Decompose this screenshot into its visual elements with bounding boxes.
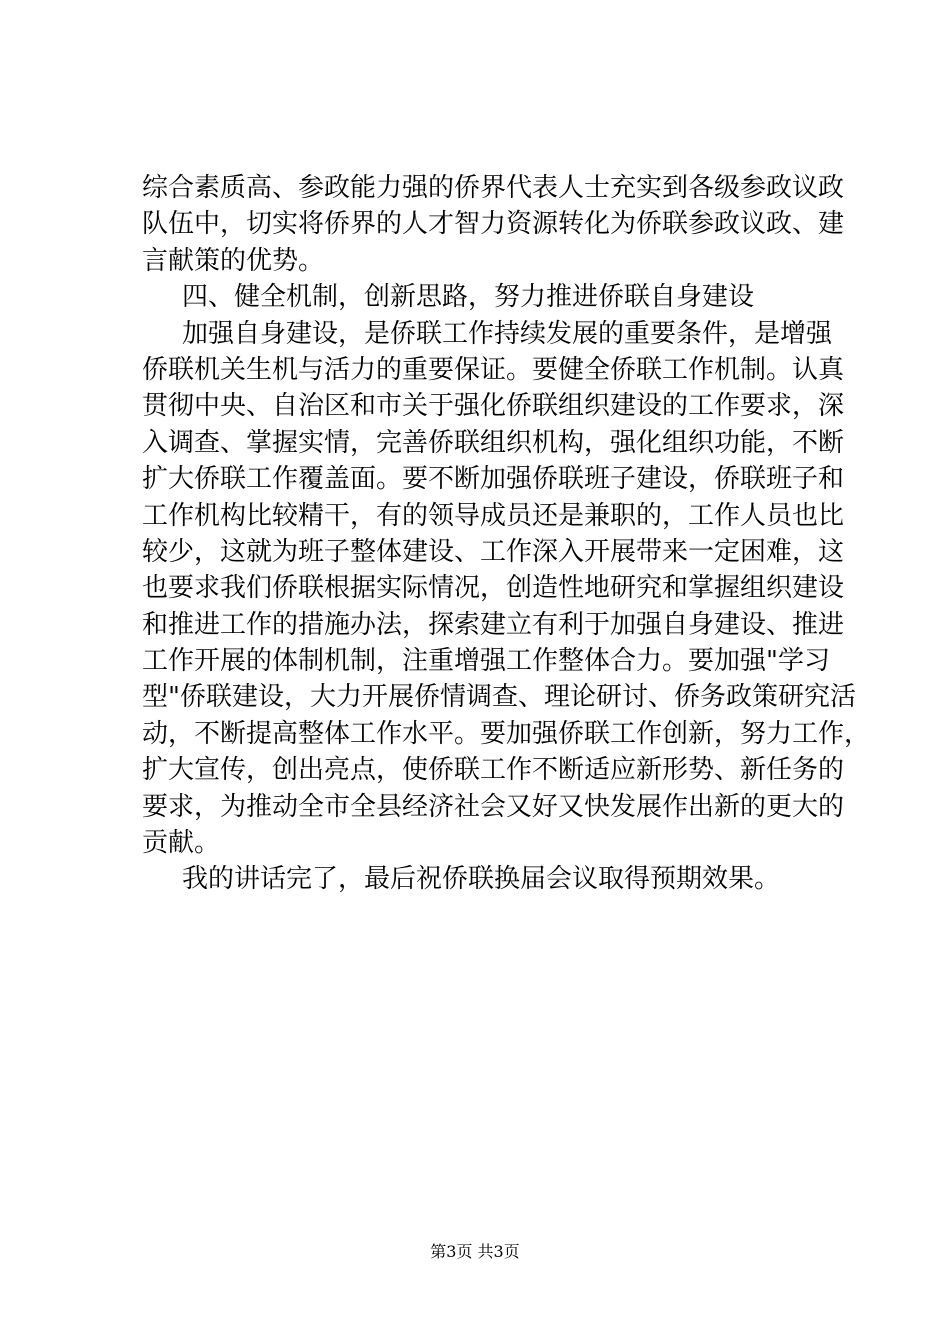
- text-line: 扩大宣传，创出亮点，使侨联工作不断适应新形势、新任务的: [142, 755, 845, 786]
- page-footer: [0, 1242, 950, 1262]
- section-heading: 四、健全机制，创新思路，努力推进侨联自身建设: [182, 282, 755, 313]
- text-line: 队伍中，切实将侨界的人才智力资源转化为侨联参政议政、建: [142, 209, 845, 240]
- text-line: 要求，为推动全市全县经济社会又好又快发展作出新的更大的: [142, 791, 845, 822]
- closing-line: 我的讲话完了，最后祝侨联换届会议取得预期效果。: [182, 864, 781, 895]
- text-line: 贡献。: [142, 828, 221, 859]
- text-line: 扩大侨联工作覆盖面。要不断加强侨联班子建设，侨联班子和: [142, 464, 845, 495]
- text-line: 和推进工作的措施办法，探索建立有利于加强自身建设、推进: [142, 609, 845, 640]
- text-line: 工作机构比较精干，有的领导成员还是兼职的，工作人员也比: [142, 500, 845, 531]
- text-line: 型"侨联建设，大力开展侨情调查、理论研讨、侨务政策研究活: [142, 682, 856, 713]
- text-line: 动，不断提高整体工作水平。要加强侨联工作创新，努力工作，: [142, 718, 871, 749]
- text-line: 侨联机关生机与活力的重要保证。要健全侨联工作机制。认真: [142, 354, 845, 385]
- page-number: 第3页 共3页: [430, 1242, 520, 1261]
- text-line: 工作开展的体制机制，注重增强工作整体合力。要加强"学习: [142, 646, 830, 677]
- text-line: 言献策的优势。: [142, 245, 325, 276]
- text-line: 贯彻中央、自治区和市关于强化侨联组织建设的工作要求，深: [142, 391, 845, 422]
- text-line: 综合素质高、参政能力强的侨界代表人士充实到各级参政议政: [142, 173, 845, 203]
- text-line: 加强自身建设，是侨联工作持续发展的重要条件，是增强: [182, 318, 833, 349]
- text-line: 也要求我们侨联根据实际情况，创造性地研究和掌握组织建设: [142, 573, 845, 604]
- document-body: [142, 170, 871, 898]
- text-line: 入调查、掌握实情，完善侨联组织机构，强化组织功能，不断: [142, 427, 845, 458]
- text-line: 较少，这就为班子整体建设、工作深入开展带来一定困难，这: [142, 536, 845, 567]
